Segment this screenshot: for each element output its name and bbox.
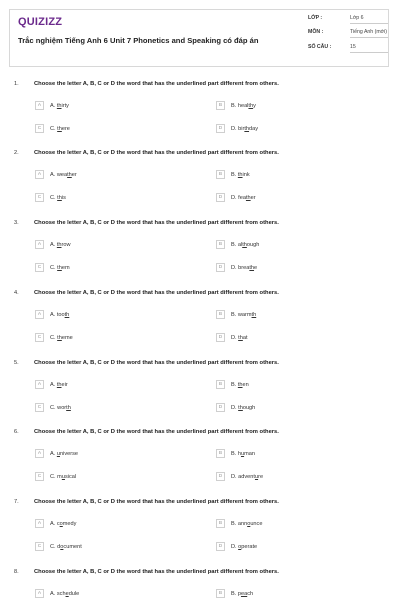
option-label: C. document [50,543,82,550]
meta-grade-value: Lớp 6 [350,15,364,21]
worksheet-header [9,9,389,67]
worksheet-title: Trắc nghiệm Tiếng Anh 6 Unit 7 Phonetics and Speaking có đáp án [18,36,259,45]
option-letter-box[interactable]: B [216,101,225,110]
option-label: A. weather [50,171,77,178]
meta-count-line [350,52,388,53]
question-2 [0,150,400,220]
option-letter-box[interactable]: A [35,449,44,458]
option-letter-box[interactable]: A [35,380,44,389]
option-letter-box[interactable]: A [35,589,44,598]
question-number: 8. [14,569,19,575]
option-label: D. breathe [231,264,258,271]
question-number: 7. [14,499,19,505]
question-number: 4. [14,290,19,296]
option-letter-box[interactable]: A [35,101,44,110]
question-3 [0,220,400,290]
option-letter-box[interactable]: C [35,193,44,202]
option-label: A. comedy [50,520,77,527]
option-letter-box[interactable]: C [35,263,44,272]
question-text: Choose the letter A, B, C or D the word that has the underlined part different from others. [34,290,279,296]
option-letter-box[interactable]: C [35,124,44,133]
question-text: Choose the letter A, B, C or D the word that has the underlined part different from others. [34,569,279,575]
option-label: D. though [231,404,256,411]
option-letter-box[interactable]: C [35,472,44,481]
option-label: A. universe [50,450,79,457]
option-label: C. musical [50,473,77,480]
meta-count-label: SỐ CÂU : [308,44,332,50]
option-label: C. theme [50,334,73,341]
option-label: D. feather [231,194,256,201]
question-text: Choose the letter A, B, C or D the word that has the underlined part different from others. [34,220,279,226]
option-label: C. this [50,194,66,201]
option-label: B. then [231,381,249,388]
option-label: D. operate [231,543,258,550]
question-5 [0,360,400,430]
question-number: 2. [14,150,19,156]
option-letter-box[interactable]: B [216,310,225,319]
question-number: 5. [14,360,19,366]
option-label: B. warmth [231,311,257,318]
question-6 [0,429,400,499]
option-letter-box[interactable]: A [35,519,44,528]
option-label: B. human [231,450,255,457]
option-label: D. birthday [231,125,259,132]
option-letter-box[interactable]: B [216,449,225,458]
option-label: A. schedule [50,590,80,597]
option-letter-box[interactable]: A [35,240,44,249]
question-number: 6. [14,429,19,435]
option-letter-box[interactable]: D [216,403,225,412]
option-label: B. peach [231,590,254,597]
option-letter-box[interactable]: D [216,333,225,342]
question-text: Choose the letter A, B, C or D the word that has the underlined part different from others. [34,150,279,156]
meta-subject-label: MÔN : [308,29,324,35]
option-letter-box[interactable]: A [35,310,44,319]
option-letter-box[interactable]: B [216,380,225,389]
quizizz-logo: QUIZIZZ [18,16,63,28]
option-letter-box[interactable]: C [35,403,44,412]
option-label: C. there [50,125,70,132]
option-label: A. thirty [50,102,69,109]
meta-subject-line [350,37,388,38]
option-letter-box[interactable]: D [216,472,225,481]
option-label: A. tooth [50,311,70,318]
option-label: C. them [50,264,70,271]
meta-grade-label: LỚP : [308,15,323,21]
question-7 [0,499,400,569]
option-label: C. worth [50,404,71,411]
option-label: B. think [231,171,250,178]
question-text: Choose the letter A, B, C or D the word that has the underlined part different from others. [34,499,279,505]
option-letter-box[interactable]: B [216,589,225,598]
option-letter-box[interactable]: C [35,333,44,342]
option-letter-box[interactable]: C [35,542,44,551]
option-letter-box[interactable]: D [216,124,225,133]
question-number: 1. [14,81,19,87]
question-text: Choose the letter A, B, C or D the word that has the underlined part different from others. [34,360,279,366]
option-letter-box[interactable]: D [216,193,225,202]
option-letter-box[interactable]: B [216,170,225,179]
meta-grade-line [350,23,388,24]
question-1 [0,81,400,151]
meta-count-value: 15 [350,44,356,50]
question-text: Choose the letter A, B, C or D the word that has the underlined part different from others. [34,429,279,435]
option-letter-box[interactable]: B [216,240,225,249]
option-label: D. adventure [231,473,264,480]
option-label: B. healthy [231,102,256,109]
option-label: D. that [231,334,248,341]
question-number: 3. [14,220,19,226]
option-letter-box[interactable]: D [216,263,225,272]
question-text: Choose the letter A, B, C or D the word that has the underlined part different from others. [34,81,279,87]
option-label: A. throw [50,241,71,248]
option-letter-box[interactable]: A [35,170,44,179]
option-letter-box[interactable]: B [216,519,225,528]
option-letter-box[interactable]: D [216,542,225,551]
question-4 [0,290,400,360]
option-label: A. their [50,381,68,388]
question-8 [0,569,400,600]
option-label: B. announce [231,520,263,527]
meta-subject-value: Tiếng Anh (mới) [350,29,387,35]
option-label: B. although [231,241,260,248]
